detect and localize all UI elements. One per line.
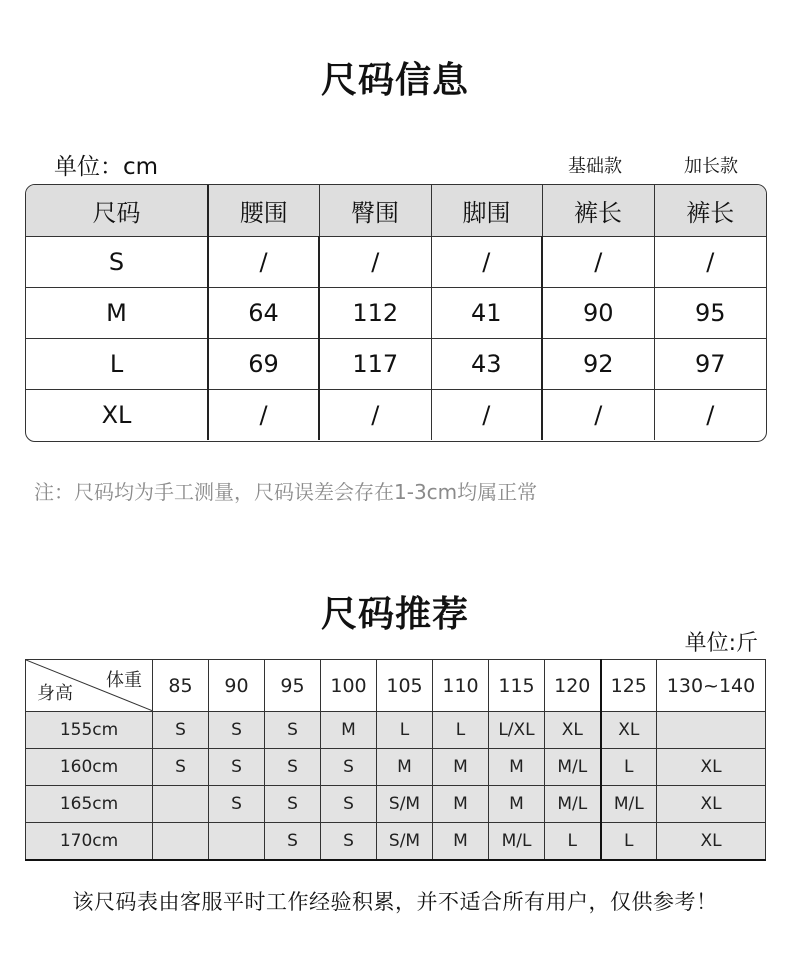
table-cell: M bbox=[377, 749, 433, 786]
table-cell: XL bbox=[657, 823, 766, 861]
recommend-row-155 bbox=[26, 712, 766, 749]
size-info-title: 尺码信息 bbox=[320, 60, 469, 101]
table-cell: M/L bbox=[545, 786, 601, 823]
weight-header: 90 bbox=[209, 660, 265, 712]
size-row-l bbox=[26, 339, 766, 390]
table-cell: S bbox=[265, 712, 321, 749]
table-cell: S/M bbox=[377, 786, 433, 823]
header-length-long: 裤长 bbox=[654, 185, 766, 237]
table-cell: 97 bbox=[654, 339, 766, 390]
size-row-m bbox=[26, 288, 766, 339]
header-length-basic: 裤长 bbox=[542, 185, 654, 237]
table-cell: / bbox=[208, 237, 319, 288]
weight-header: 85 bbox=[153, 660, 209, 712]
header-hem: 脚围 bbox=[431, 185, 542, 237]
table-cell bbox=[153, 786, 209, 823]
table-cell: M bbox=[489, 786, 545, 823]
table-cell: 92 bbox=[542, 339, 654, 390]
table-cell: S bbox=[321, 823, 377, 861]
table-cell bbox=[657, 712, 766, 749]
table-cell: XL bbox=[657, 749, 766, 786]
table-cell: M/L bbox=[545, 749, 601, 786]
table-cell: XL bbox=[657, 786, 766, 823]
table-cell: L bbox=[601, 749, 657, 786]
header-size: 尺码 bbox=[26, 185, 208, 237]
weight-header: 105 bbox=[377, 660, 433, 712]
disclaimer-footer: 该尺码表由客服平时工作经验积累，并不适合所有用户，仅供参考！ bbox=[72, 890, 718, 914]
table-cell: / bbox=[654, 237, 766, 288]
height-label: 155cm bbox=[26, 712, 153, 749]
table-cell: / bbox=[319, 390, 431, 441]
table-cell: / bbox=[431, 390, 542, 441]
table-cell: L bbox=[545, 823, 601, 861]
recommend-header-row bbox=[26, 660, 766, 712]
table-cell: / bbox=[319, 237, 431, 288]
height-label: 160cm bbox=[26, 749, 153, 786]
table-cell: 117 bbox=[319, 339, 431, 390]
header-waist: 腰围 bbox=[208, 185, 319, 237]
table-cell: S bbox=[209, 749, 265, 786]
corner-height-label: 身高 bbox=[37, 683, 73, 704]
table-cell: 43 bbox=[431, 339, 542, 390]
weight-header: 125 bbox=[601, 660, 657, 712]
table-cell: M/L bbox=[601, 786, 657, 823]
size-label: S bbox=[26, 237, 208, 288]
table-cell: S bbox=[153, 749, 209, 786]
table-cell: / bbox=[542, 390, 654, 441]
table-cell: S bbox=[265, 823, 321, 861]
table-cell: / bbox=[208, 390, 319, 441]
table-cell: S bbox=[321, 749, 377, 786]
table-cell: S bbox=[265, 786, 321, 823]
weight-unit-label: 单位:斤 bbox=[684, 631, 758, 656]
recommend-title: 尺码推荐 bbox=[320, 594, 469, 635]
table-cell: S bbox=[209, 712, 265, 749]
table-cell bbox=[209, 823, 265, 861]
table-cell: 90 bbox=[542, 288, 654, 339]
table-cell: 112 bbox=[319, 288, 431, 339]
weight-header: 95 bbox=[265, 660, 321, 712]
table-cell: M bbox=[433, 786, 489, 823]
size-unit-label: 单位：cm bbox=[54, 154, 159, 180]
recommend-row-165 bbox=[26, 786, 766, 823]
size-table-header bbox=[26, 185, 766, 237]
table-cell: M bbox=[433, 823, 489, 861]
size-table bbox=[25, 184, 767, 442]
variant-long-label: 加长款 bbox=[684, 156, 738, 177]
variant-basic-label: 基础款 bbox=[568, 156, 622, 177]
table-cell: / bbox=[431, 237, 542, 288]
table-cell: L bbox=[601, 823, 657, 861]
table-cell: 69 bbox=[208, 339, 319, 390]
table-cell: S/M bbox=[377, 823, 433, 861]
table-cell: M/L bbox=[489, 823, 545, 861]
weight-header: 115 bbox=[489, 660, 545, 712]
table-cell: L bbox=[377, 712, 433, 749]
size-row-s bbox=[26, 237, 766, 288]
table-cell: L/XL bbox=[489, 712, 545, 749]
table-cell: 41 bbox=[431, 288, 542, 339]
table-cell: S bbox=[209, 786, 265, 823]
table-cell bbox=[153, 823, 209, 861]
table-cell: 95 bbox=[654, 288, 766, 339]
corner-cell bbox=[26, 660, 153, 712]
table-cell: 64 bbox=[208, 288, 319, 339]
size-label: XL bbox=[26, 390, 208, 441]
recommend-row-160 bbox=[26, 749, 766, 786]
table-cell: M bbox=[433, 749, 489, 786]
table-cell: / bbox=[654, 390, 766, 441]
table-cell: S bbox=[265, 749, 321, 786]
table-cell: M bbox=[321, 712, 377, 749]
height-label: 170cm bbox=[26, 823, 153, 861]
weight-header: 100 bbox=[321, 660, 377, 712]
table-cell: XL bbox=[545, 712, 601, 749]
table-cell: S bbox=[153, 712, 209, 749]
measurement-note: 注：尺码均为手工测量，尺码误差会存在1-3cm均属正常 bbox=[34, 480, 538, 504]
table-cell: XL bbox=[601, 712, 657, 749]
weight-header: 110 bbox=[433, 660, 489, 712]
size-label: L bbox=[26, 339, 208, 390]
weight-header: 120 bbox=[545, 660, 601, 712]
size-label: M bbox=[26, 288, 208, 339]
table-cell: S bbox=[321, 786, 377, 823]
recommend-row-170 bbox=[26, 823, 766, 861]
weight-header: 130~140 bbox=[657, 660, 766, 712]
table-cell: L bbox=[433, 712, 489, 749]
corner-weight-label: 体重 bbox=[106, 670, 142, 691]
height-label: 165cm bbox=[26, 786, 153, 823]
table-cell: / bbox=[542, 237, 654, 288]
header-hip: 臀围 bbox=[319, 185, 431, 237]
table-cell: M bbox=[489, 749, 545, 786]
recommend-table bbox=[25, 659, 766, 861]
size-row-xl bbox=[26, 390, 766, 441]
